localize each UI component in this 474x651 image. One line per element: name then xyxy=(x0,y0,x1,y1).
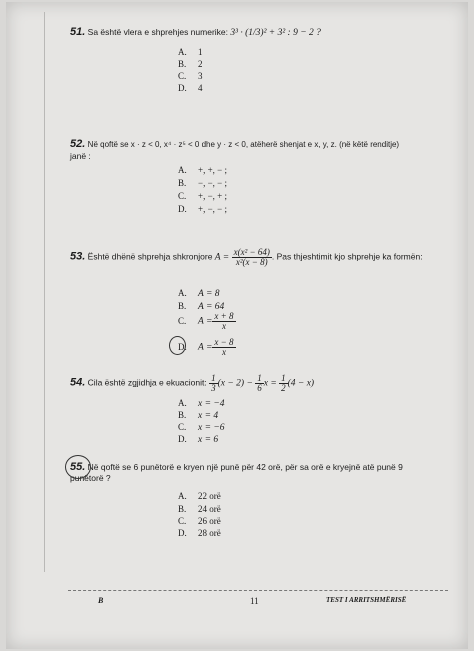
footer-variant: B xyxy=(98,596,104,605)
footer-title: TEST I ARRITSHMËRISË xyxy=(326,596,407,604)
question-number: 53. xyxy=(70,250,86,263)
question-number: 55. xyxy=(70,461,86,473)
option-51-b[interactable]: B. 2 xyxy=(178,59,203,69)
question-number: 52. xyxy=(70,138,86,150)
question-text: Në qoftë se 6 punëtorë e kryen një punë për 42 orë, për sa orë e kryejnë atë punë 9 xyxy=(87,462,403,472)
question-53: 53. Është dhënë shprehja shkronjore A = $\frac{\text{x(x² − 64)}}{\text{x²(x − 8)}}$ . Pas thjeshtimit kjo shprehje ka formën: xyxy=(70,247,423,267)
question-55-line2: punëtorë ? xyxy=(70,473,111,483)
option-55-b[interactable]: B. 24 orë xyxy=(178,504,221,514)
option-53-c[interactable]: C. A = $\frac{x + 8}{x}$ xyxy=(178,311,234,331)
question-text: Në qoftë se x · z < 0, x⁴ · z⁵ < 0 dhe y · z < 0, atëherë shenjat e x, y, z. (në këtë renditje) xyxy=(87,140,400,149)
footer-rule xyxy=(68,590,448,591)
option-51-c[interactable]: C. 3 xyxy=(178,71,203,81)
question-circle-mark xyxy=(65,455,91,479)
option-55-c[interactable]: C. 26 orë xyxy=(178,516,221,526)
option-52-d[interactable]: D. +, −, − ; xyxy=(178,204,227,214)
option-53-b[interactable]: B. A = 64 xyxy=(178,301,225,312)
option-51-a[interactable]: A. 1 xyxy=(178,47,203,57)
question-52 xyxy=(70,138,450,150)
footer-page-number: 11 xyxy=(250,596,259,606)
question-51 xyxy=(70,26,321,38)
option-52-c[interactable]: C. +, −, + ; xyxy=(178,191,227,201)
option-54-b[interactable]: B. x = 4 xyxy=(178,410,219,421)
question-52-line2: janë : xyxy=(70,151,91,161)
option-54-c[interactable]: C. x = −6 xyxy=(178,422,225,433)
question-number: 54. xyxy=(70,376,86,389)
exam-page xyxy=(6,2,468,649)
option-54-a[interactable]: A. x = −4 xyxy=(178,398,225,409)
answer-circle-mark xyxy=(169,336,186,355)
option-53-d[interactable]: D. A = $\frac{x - 8}{x}$ xyxy=(178,337,234,357)
question-text: Është dhënë shprehja shkronjore xyxy=(87,251,213,262)
question-54: 54. Cila është zgjidhja e ekuacionit: $\frac{1}{3}$ (x − 2) − $\frac{1}{6}$ x = $\frac{1}{2}$ (4 − x) xyxy=(70,373,315,393)
option-53-a[interactable]: A. A = 8 xyxy=(178,288,220,299)
question-55 xyxy=(70,461,460,473)
option-55-d[interactable]: D. 28 orë xyxy=(178,528,221,538)
option-51-d[interactable]: D. 4 xyxy=(178,83,203,93)
question-number: 51. xyxy=(70,26,86,38)
expression-fraction: $\frac{\text{x(x² − 64)}}{\text{x²(x − 8)}}$ xyxy=(233,247,270,267)
question-expression: 3³ · (1/3)² + 3² : 9 − 2 ? xyxy=(230,28,321,38)
question-text: Cila është zgjidhja e ekuacionit: xyxy=(87,377,207,388)
option-54-d[interactable]: D. x = 6 xyxy=(178,434,219,445)
option-52-a[interactable]: A. +, +, − ; xyxy=(178,165,227,175)
question-text: Sa është vlera e shprehjes numerike: xyxy=(87,27,228,37)
option-52-b[interactable]: B. −, −, − ; xyxy=(178,178,227,188)
option-55-a[interactable]: A. 22 orë xyxy=(178,491,221,501)
margin-line xyxy=(44,12,45,572)
